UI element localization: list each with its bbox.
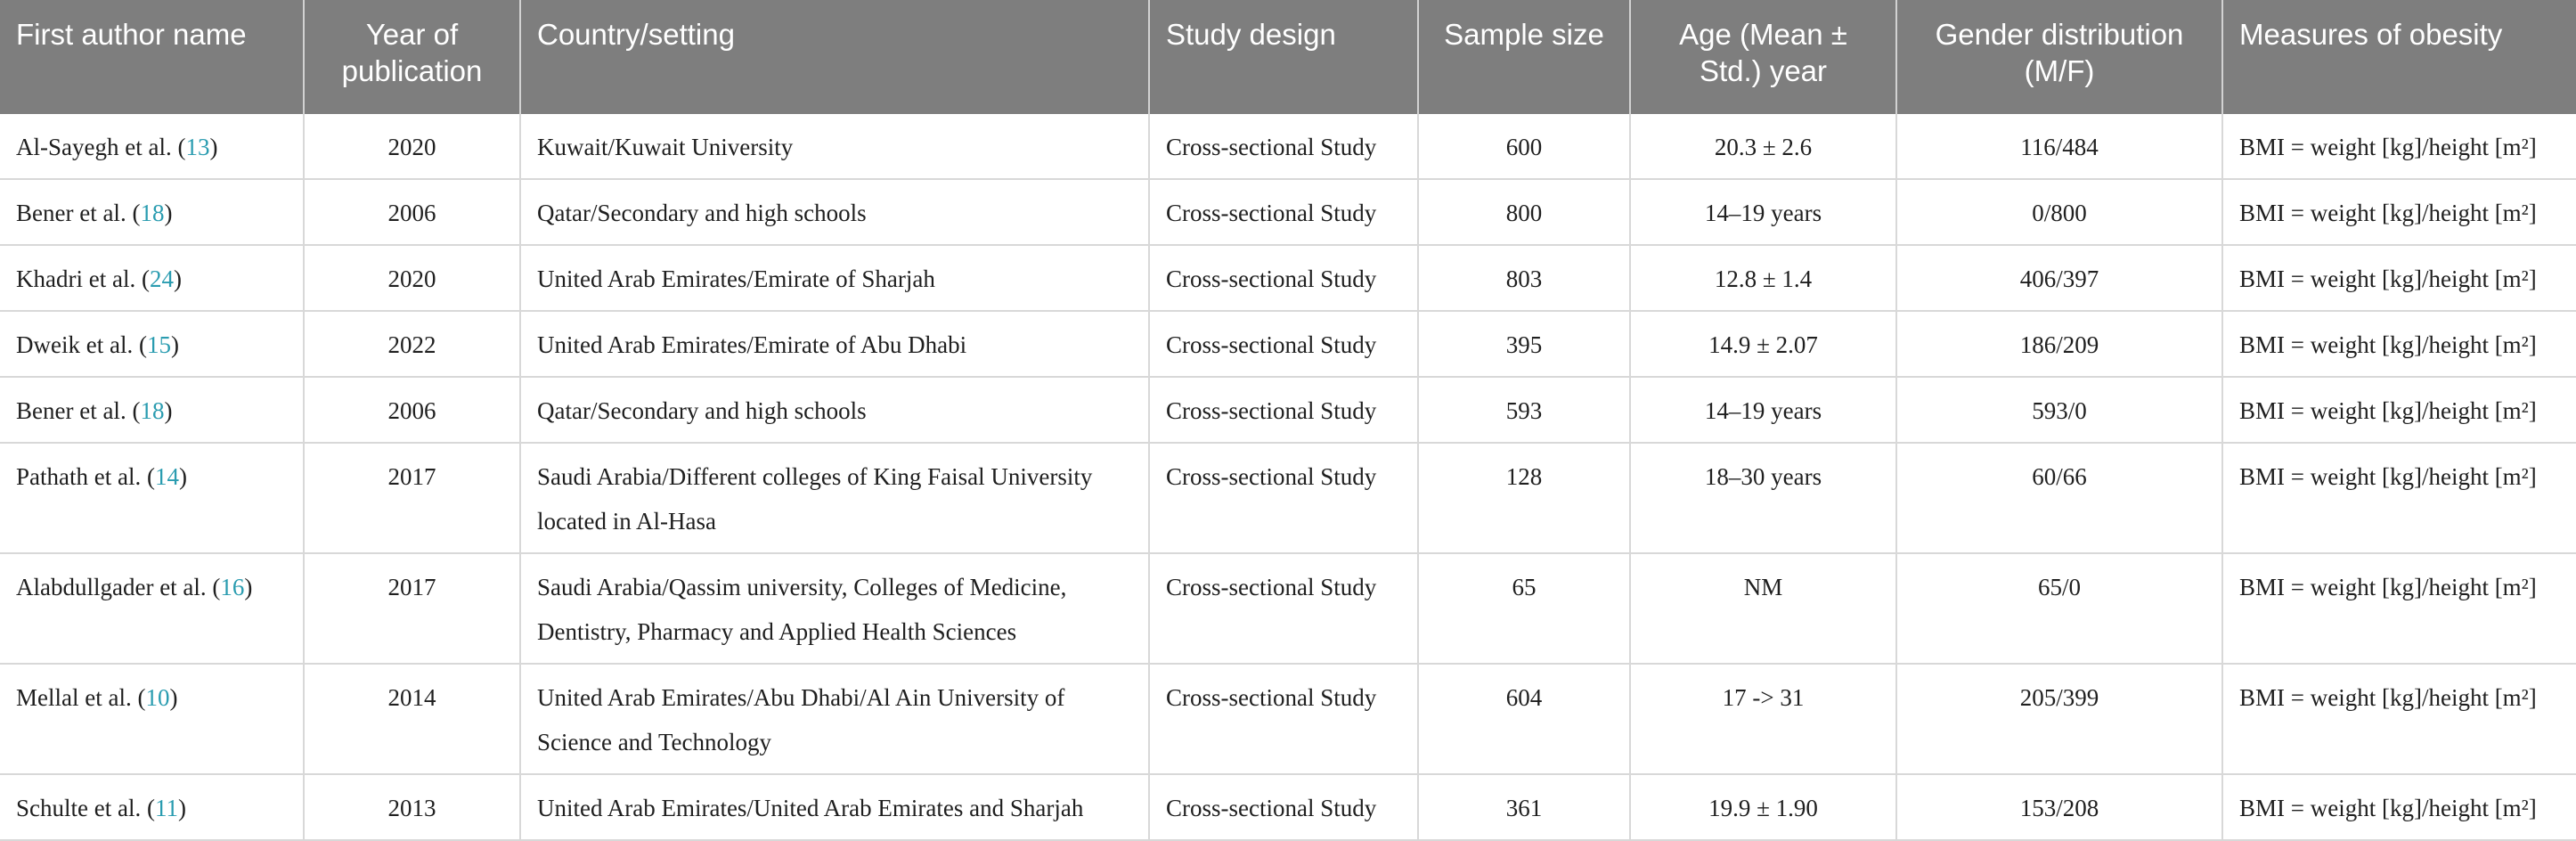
cell-gender: 65/0 <box>1896 553 2222 664</box>
cell-year: 2006 <box>304 179 520 245</box>
cell-sample: 65 <box>1418 553 1630 664</box>
cell-gender: 0/800 <box>1896 179 2222 245</box>
header-gender: Gender distribution (M/F) <box>1896 0 2222 114</box>
cell-year: 2020 <box>304 114 520 179</box>
cell-age: 19.9 ± 1.90 <box>1630 774 1896 840</box>
cell-gender: 60/66 <box>1896 443 2222 553</box>
cell-measure: BMI = weight [kg]/height [m²] <box>2222 553 2576 664</box>
table-row <box>0 664 2576 774</box>
cell-country: United Arab Emirates/United Arab Emirates and Sharjah <box>520 774 1149 840</box>
table-row <box>0 443 2576 553</box>
header-country: Country/setting <box>520 0 1149 114</box>
cell-age: 14–19 years <box>1630 179 1896 245</box>
cell-gender: 153/208 <box>1896 774 2222 840</box>
cell-country: Saudi Arabia/Qassim university, Colleges of Medicine, Dentistry, Pharmacy and Applied Health Sciences <box>520 553 1149 664</box>
cell-age: 20.3 ± 2.6 <box>1630 114 1896 179</box>
header-first-author: First author name <box>0 0 304 114</box>
author-name: Al-Sayegh et al. ( <box>16 134 186 160</box>
cell-year: 2014 <box>304 664 520 774</box>
reference-link[interactable]: 24 <box>149 265 174 292</box>
cell-year: 2020 <box>304 245 520 311</box>
reference-link[interactable]: 16 <box>220 574 245 600</box>
author-paren: ) <box>173 265 182 292</box>
cell-author <box>0 179 304 245</box>
cell-measure: BMI = weight [kg]/height [m²] <box>2222 774 2576 840</box>
author-name: Mellal et al. ( <box>16 684 146 711</box>
table-row <box>0 179 2576 245</box>
cell-gender: 186/209 <box>1896 311 2222 377</box>
cell-design: Cross-sectional Study <box>1149 377 1418 443</box>
reference-link[interactable]: 10 <box>145 684 170 711</box>
cell-measure: BMI = weight [kg]/height [m²] <box>2222 245 2576 311</box>
author-name: Schulte et al. ( <box>16 795 155 821</box>
reference-link[interactable]: 15 <box>146 331 171 358</box>
table-row <box>0 114 2576 179</box>
cell-design: Cross-sectional Study <box>1149 443 1418 553</box>
header-year: Year of publication <box>304 0 520 114</box>
cell-author <box>0 377 304 443</box>
author-name: Khadri et al. ( <box>16 265 150 292</box>
cell-year: 2013 <box>304 774 520 840</box>
cell-country: Saudi Arabia/Different colleges of King Faisal University located in Al-Hasa <box>520 443 1149 553</box>
header-age: Age (Mean ± Std.) year <box>1630 0 1896 114</box>
reference-link[interactable]: 14 <box>154 463 179 490</box>
cell-author <box>0 114 304 179</box>
author-paren: ) <box>164 200 173 226</box>
cell-sample: 604 <box>1418 664 1630 774</box>
table-row <box>0 774 2576 840</box>
cell-age: 17 -> 31 <box>1630 664 1896 774</box>
author-paren: ) <box>169 684 178 711</box>
cell-sample: 600 <box>1418 114 1630 179</box>
header-sample-size: Sample size <box>1418 0 1630 114</box>
cell-country: United Arab Emirates/Emirate of Abu Dhabi <box>520 311 1149 377</box>
cell-age: 14.9 ± 2.07 <box>1630 311 1896 377</box>
cell-design: Cross-sectional Study <box>1149 311 1418 377</box>
cell-measure: BMI = weight [kg]/height [m²] <box>2222 114 2576 179</box>
cell-author <box>0 245 304 311</box>
cell-sample: 128 <box>1418 443 1630 553</box>
cell-gender: 205/399 <box>1896 664 2222 774</box>
reference-link[interactable]: 11 <box>154 795 178 821</box>
cell-author <box>0 774 304 840</box>
author-paren: ) <box>209 134 218 160</box>
author-name: Bener et al. ( <box>16 200 141 226</box>
cell-gender: 406/397 <box>1896 245 2222 311</box>
table-row <box>0 553 2576 664</box>
cell-measure: BMI = weight [kg]/height [m²] <box>2222 311 2576 377</box>
table-row <box>0 377 2576 443</box>
author-paren: ) <box>164 397 173 424</box>
cell-author <box>0 443 304 553</box>
cell-design: Cross-sectional Study <box>1149 245 1418 311</box>
cell-year: 2022 <box>304 311 520 377</box>
cell-country: United Arab Emirates/Emirate of Sharjah <box>520 245 1149 311</box>
cell-sample: 395 <box>1418 311 1630 377</box>
table-header-row <box>0 0 2576 114</box>
cell-design: Cross-sectional Study <box>1149 664 1418 774</box>
cell-year: 2006 <box>304 377 520 443</box>
author-name: Dweik et al. ( <box>16 331 147 358</box>
cell-age: 12.8 ± 1.4 <box>1630 245 1896 311</box>
cell-gender: 116/484 <box>1896 114 2222 179</box>
cell-author <box>0 664 304 774</box>
author-name: Alabdullgader et al. ( <box>16 574 221 600</box>
cell-country: Qatar/Secondary and high schools <box>520 179 1149 245</box>
reference-link[interactable]: 13 <box>185 134 210 160</box>
table-row <box>0 311 2576 377</box>
cell-design: Cross-sectional Study <box>1149 774 1418 840</box>
cell-design: Cross-sectional Study <box>1149 114 1418 179</box>
author-paren: ) <box>178 463 187 490</box>
cell-gender: 593/0 <box>1896 377 2222 443</box>
author-name: Bener et al. ( <box>16 397 141 424</box>
cell-year: 2017 <box>304 553 520 664</box>
cell-sample: 800 <box>1418 179 1630 245</box>
cell-design: Cross-sectional Study <box>1149 179 1418 245</box>
table-row <box>0 245 2576 311</box>
cell-year: 2017 <box>304 443 520 553</box>
cell-measure: BMI = weight [kg]/height [m²] <box>2222 664 2576 774</box>
cell-age: NM <box>1630 553 1896 664</box>
author-paren: ) <box>244 574 253 600</box>
cell-author <box>0 311 304 377</box>
author-paren: ) <box>177 795 186 821</box>
cell-age: 18–30 years <box>1630 443 1896 553</box>
cell-country: Qatar/Secondary and high schools <box>520 377 1149 443</box>
cell-measure: BMI = weight [kg]/height [m²] <box>2222 179 2576 245</box>
cell-author <box>0 553 304 664</box>
cell-measure: BMI = weight [kg]/height [m²] <box>2222 377 2576 443</box>
reference-link[interactable]: 18 <box>140 397 165 424</box>
cell-measure: BMI = weight [kg]/height [m²] <box>2222 443 2576 553</box>
cell-country: United Arab Emirates/Abu Dhabi/Al Ain University of Science and Technology <box>520 664 1149 774</box>
cell-age: 14–19 years <box>1630 377 1896 443</box>
header-measures: Measures of obesity <box>2222 0 2576 114</box>
cell-sample: 803 <box>1418 245 1630 311</box>
author-paren: ) <box>170 331 179 358</box>
cell-sample: 593 <box>1418 377 1630 443</box>
cell-design: Cross-sectional Study <box>1149 553 1418 664</box>
author-name: Pathath et al. ( <box>16 463 155 490</box>
cell-sample: 361 <box>1418 774 1630 840</box>
reference-link[interactable]: 18 <box>140 200 165 226</box>
cell-country: Kuwait/Kuwait University <box>520 114 1149 179</box>
header-study-design: Study design <box>1149 0 1418 114</box>
